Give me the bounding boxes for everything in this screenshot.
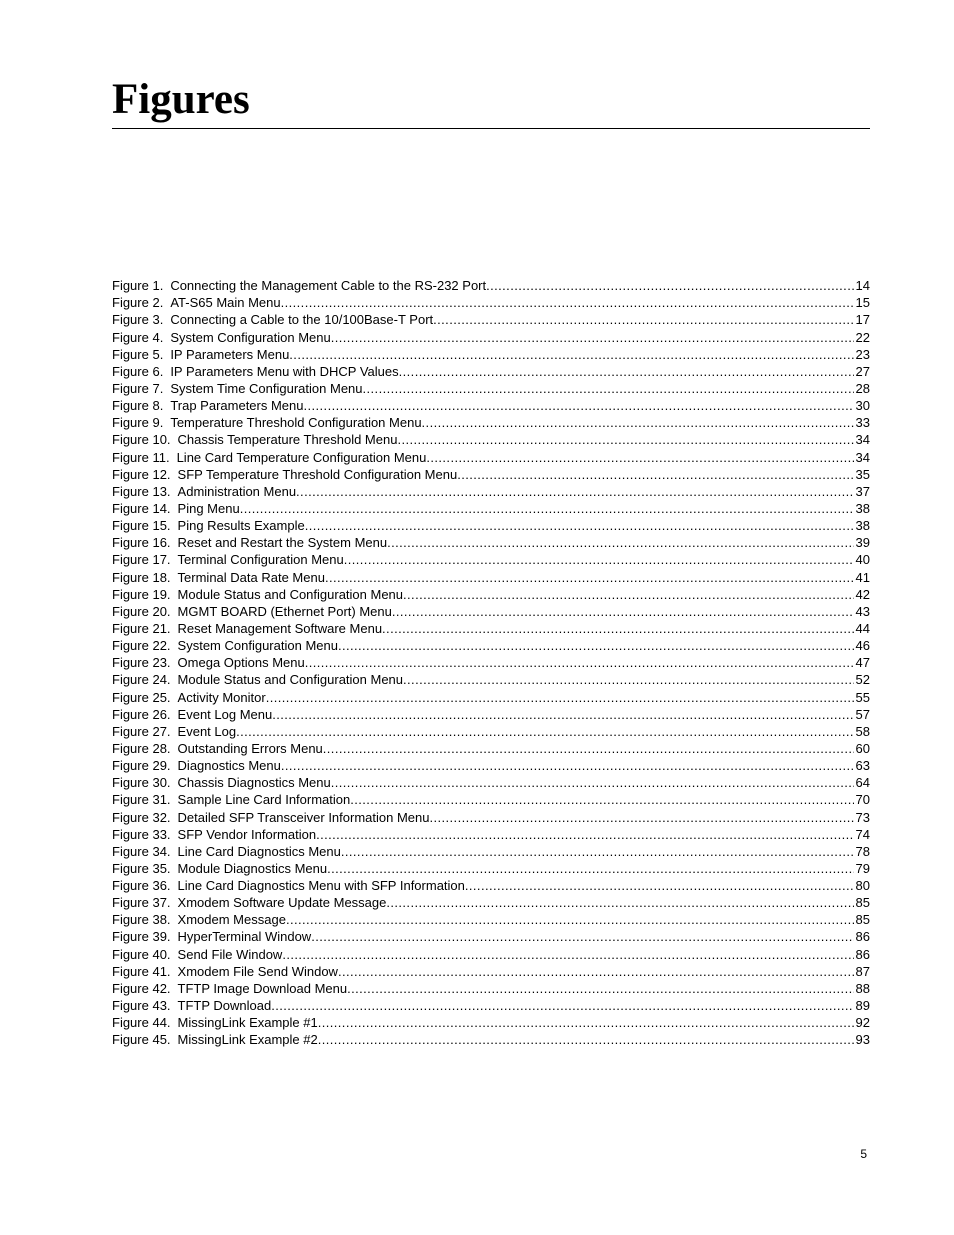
figure-label: Figure 32. — [112, 809, 171, 825]
figure-title: Chassis Temperature Threshold Menu — [177, 432, 398, 448]
figure-title: Activity Monitor — [177, 689, 266, 705]
figure-page-number: 73 — [855, 809, 870, 825]
figure-label: Figure 39. — [112, 929, 171, 945]
figure-title: System Configuration Menu — [170, 329, 331, 345]
figure-page-number: 85 — [855, 912, 870, 928]
figure-page-number: 64 — [855, 775, 870, 791]
figure-title: Line Card Diagnostics Menu with SFP Information — [177, 878, 465, 894]
figure-page-number: 41 — [855, 569, 870, 585]
toc-entry[interactable] — [112, 859, 870, 876]
page-title: Figures — [112, 72, 870, 129]
dot-leader — [281, 758, 854, 773]
toc-entry[interactable] — [112, 705, 870, 722]
figure-label: Figure 3. — [112, 312, 164, 328]
toc-entry[interactable] — [112, 653, 870, 670]
figure-label: Figure 18. — [112, 569, 171, 585]
figure-label: Figure 28. — [112, 740, 171, 756]
dot-leader — [272, 707, 854, 722]
toc-entry[interactable] — [112, 482, 870, 499]
figure-label: Figure 33. — [112, 826, 171, 842]
figure-label: Figure 8. — [112, 398, 164, 414]
figure-page-number: 80 — [855, 878, 870, 894]
dot-leader — [286, 912, 854, 927]
toc-entry[interactable] — [112, 825, 870, 842]
dot-leader — [282, 947, 854, 962]
toc-entry[interactable] — [112, 619, 870, 636]
figure-page-number: 34 — [855, 432, 870, 448]
toc-entry[interactable] — [112, 927, 870, 944]
dot-leader — [316, 827, 854, 842]
figure-label: Figure 15. — [112, 518, 171, 534]
dot-leader — [323, 741, 854, 756]
toc-entry[interactable] — [112, 362, 870, 379]
figure-title: IP Parameters Menu with DHCP Values — [170, 363, 399, 379]
figure-title: TFTP Image Download Menu — [177, 980, 348, 996]
dot-leader — [426, 450, 854, 465]
figure-page-number: 30 — [855, 398, 870, 414]
toc-entry[interactable] — [112, 345, 870, 362]
dot-leader — [311, 929, 854, 944]
figure-title: IP Parameters Menu — [170, 346, 290, 362]
toc-entry[interactable] — [112, 636, 870, 653]
figure-title: Ping Menu — [177, 500, 240, 516]
dot-leader — [318, 1015, 854, 1030]
figures-list — [112, 276, 870, 1047]
figure-title: Event Log — [177, 723, 237, 739]
figure-page-number: 87 — [855, 963, 870, 979]
toc-entry[interactable] — [112, 944, 870, 961]
figure-title: Module Diagnostics Menu — [177, 860, 328, 876]
page-number: 5 — [860, 1147, 867, 1161]
figure-title: Xmodem Software Update Message — [177, 895, 387, 911]
figure-title: Event Log Menu — [177, 706, 273, 722]
figure-label: Figure 2. — [112, 295, 164, 311]
dot-leader — [465, 878, 854, 893]
figure-page-number: 22 — [855, 329, 870, 345]
dot-leader — [281, 295, 854, 310]
dot-leader — [305, 518, 854, 533]
figure-page-number: 52 — [855, 672, 870, 688]
figure-label: Figure 34. — [112, 843, 171, 859]
figure-label: Figure 40. — [112, 946, 171, 962]
figure-page-number: 27 — [855, 363, 870, 379]
figure-title: Administration Menu — [177, 483, 297, 499]
dot-leader — [305, 655, 854, 670]
dot-leader — [331, 330, 854, 345]
toc-entry[interactable] — [112, 790, 870, 807]
figure-label: Figure 45. — [112, 1032, 171, 1048]
figure-page-number: 44 — [855, 620, 870, 636]
figure-label: Figure 44. — [112, 1015, 171, 1031]
figure-label: Figure 4. — [112, 329, 164, 345]
figure-page-number: 43 — [855, 603, 870, 619]
figure-page-number: 23 — [855, 346, 870, 362]
dot-leader — [271, 998, 854, 1013]
figure-page-number: 60 — [855, 740, 870, 756]
toc-entry[interactable] — [112, 876, 870, 893]
figure-label: Figure 16. — [112, 535, 171, 551]
dot-leader — [397, 432, 854, 447]
figure-page-number: 74 — [855, 826, 870, 842]
figure-label: Figure 35. — [112, 860, 171, 876]
toc-entry[interactable] — [112, 1030, 870, 1047]
figure-label: Figure 9. — [112, 415, 164, 431]
figure-title: System Time Configuration Menu — [170, 380, 363, 396]
figure-page-number: 35 — [855, 466, 870, 482]
figure-label: Figure 21. — [112, 620, 171, 636]
figure-label: Figure 37. — [112, 895, 171, 911]
toc-entry[interactable] — [112, 413, 870, 430]
dot-leader — [289, 347, 854, 362]
figure-label: Figure 13. — [112, 483, 171, 499]
figure-label: Figure 19. — [112, 586, 171, 602]
figure-label: Figure 25. — [112, 689, 171, 705]
figure-page-number: 58 — [855, 723, 870, 739]
figure-page-number: 57 — [855, 706, 870, 722]
figure-title: Detailed SFP Transceiver Information Menu — [177, 809, 430, 825]
dot-leader — [403, 587, 854, 602]
toc-entry[interactable] — [112, 979, 870, 996]
figure-title: TFTP Download — [177, 998, 272, 1014]
figure-page-number: 89 — [855, 998, 870, 1014]
figure-label: Figure 1. — [112, 278, 164, 294]
figure-page-number: 85 — [855, 895, 870, 911]
figure-label: Figure 27. — [112, 723, 171, 739]
toc-entry[interactable] — [112, 962, 870, 979]
toc-entry[interactable] — [112, 687, 870, 704]
toc-entry[interactable] — [112, 327, 870, 344]
toc-entry[interactable] — [112, 670, 870, 687]
figure-title: AT-S65 Main Menu — [170, 295, 281, 311]
figure-title: Sample Line Card Information — [177, 792, 351, 808]
figure-label: Figure 17. — [112, 552, 171, 568]
toc-entry[interactable] — [112, 1013, 870, 1030]
dot-leader — [240, 501, 854, 516]
toc-entry[interactable] — [112, 516, 870, 533]
toc-entry[interactable] — [112, 310, 870, 327]
dot-leader — [318, 1032, 854, 1047]
figure-page-number: 70 — [855, 792, 870, 808]
dot-leader — [266, 690, 854, 705]
dot-leader — [363, 381, 854, 396]
toc-entry[interactable] — [112, 585, 870, 602]
dot-leader — [341, 844, 854, 859]
figure-title: MissingLink Example #2 — [177, 1032, 318, 1048]
figure-label: Figure 20. — [112, 603, 171, 619]
toc-entry[interactable] — [112, 756, 870, 773]
dot-leader — [236, 724, 854, 739]
toc-entry[interactable] — [112, 276, 870, 293]
figure-page-number: 86 — [855, 946, 870, 962]
toc-entry[interactable] — [112, 842, 870, 859]
dot-leader — [331, 775, 854, 790]
figure-page-number: 88 — [855, 980, 870, 996]
dot-leader — [338, 638, 854, 653]
figure-page-number: 37 — [855, 483, 870, 499]
figure-page-number: 79 — [855, 860, 870, 876]
figure-title: SFP Vendor Information — [177, 826, 317, 842]
figure-page-number: 55 — [855, 689, 870, 705]
figure-label: Figure 26. — [112, 706, 171, 722]
toc-entry[interactable] — [112, 447, 870, 464]
figure-title: Temperature Threshold Configuration Menu — [170, 415, 422, 431]
figure-label: Figure 12. — [112, 466, 171, 482]
figure-title: Ping Results Example — [177, 518, 305, 534]
dot-leader — [347, 981, 854, 996]
toc-entry[interactable] — [112, 602, 870, 619]
figure-title: Module Status and Configuration Menu — [177, 672, 404, 688]
dot-leader — [403, 672, 854, 687]
dot-leader — [399, 364, 854, 379]
dot-leader — [433, 312, 854, 327]
toc-entry[interactable] — [112, 773, 870, 790]
figure-title: System Configuration Menu — [177, 638, 338, 654]
figure-label: Figure 22. — [112, 638, 171, 654]
figure-page-number: 33 — [855, 415, 870, 431]
toc-entry[interactable] — [112, 807, 870, 824]
toc-entry[interactable] — [112, 293, 870, 310]
toc-entry[interactable] — [112, 739, 870, 756]
figure-label: Figure 14. — [112, 500, 171, 516]
figure-page-number: 47 — [855, 655, 870, 671]
toc-entry[interactable] — [112, 550, 870, 567]
figure-label: Figure 23. — [112, 655, 171, 671]
figure-page-number: 17 — [855, 312, 870, 328]
figure-page-number: 14 — [855, 278, 870, 294]
figure-title: Reset and Restart the System Menu — [177, 535, 388, 551]
toc-entry[interactable] — [112, 465, 870, 482]
figure-label: Figure 38. — [112, 912, 171, 928]
figure-page-number: 39 — [855, 535, 870, 551]
figure-page-number: 42 — [855, 586, 870, 602]
figure-title: Send File Window — [177, 946, 283, 962]
figure-page-number: 78 — [855, 843, 870, 859]
toc-entry[interactable] — [112, 499, 870, 516]
figure-title: Module Status and Configuration Menu — [177, 586, 404, 602]
figure-page-number: 34 — [855, 449, 870, 465]
figure-title: Line Card Temperature Configuration Menu — [176, 449, 427, 465]
dot-leader — [457, 467, 854, 482]
dot-leader — [325, 570, 854, 585]
dot-leader — [422, 415, 854, 430]
figure-page-number: 86 — [855, 929, 870, 945]
figure-title: Outstanding Errors Menu — [177, 740, 323, 756]
dot-leader — [382, 621, 854, 636]
figure-title: Omega Options Menu — [177, 655, 305, 671]
dot-leader — [386, 895, 854, 910]
figure-label: Figure 43. — [112, 998, 171, 1014]
figure-title: Xmodem File Send Window — [177, 963, 338, 979]
figure-page-number: 28 — [855, 380, 870, 396]
figure-label: Figure 7. — [112, 380, 164, 396]
figure-label: Figure 30. — [112, 775, 171, 791]
figure-label: Figure 10. — [112, 432, 171, 448]
toc-entry[interactable] — [112, 996, 870, 1013]
figure-page-number: 38 — [855, 500, 870, 516]
figure-label: Figure 5. — [112, 346, 164, 362]
figure-title: Terminal Data Rate Menu — [177, 569, 325, 585]
figure-title: Chassis Diagnostics Menu — [177, 775, 331, 791]
dot-leader — [387, 535, 854, 550]
figure-label: Figure 31. — [112, 792, 171, 808]
dot-leader — [486, 278, 854, 293]
toc-entry[interactable] — [112, 567, 870, 584]
figure-page-number: 93 — [855, 1032, 870, 1048]
figure-title: Terminal Configuration Menu — [177, 552, 344, 568]
figure-label: Figure 11. — [112, 449, 170, 465]
dot-leader — [344, 552, 854, 567]
figure-title: Diagnostics Menu — [177, 758, 281, 774]
toc-entry[interactable] — [112, 396, 870, 413]
toc-entry[interactable] — [112, 910, 870, 927]
dot-leader — [296, 484, 854, 499]
figure-title: MissingLink Example #1 — [177, 1015, 318, 1031]
figure-title: Reset Management Software Menu — [177, 620, 383, 636]
figure-label: Figure 24. — [112, 672, 171, 688]
figure-title: Connecting the Management Cable to the RS-232 Port — [170, 278, 487, 294]
figure-page-number: 92 — [855, 1015, 870, 1031]
figure-label: Figure 29. — [112, 758, 171, 774]
dot-leader — [392, 604, 854, 619]
figure-label: Figure 36. — [112, 878, 171, 894]
figure-title: MGMT BOARD (Ethernet Port) Menu — [177, 603, 392, 619]
figure-page-number: 38 — [855, 518, 870, 534]
figure-page-number: 46 — [855, 638, 870, 654]
toc-entry[interactable] — [112, 722, 870, 739]
dot-leader — [350, 792, 854, 807]
figure-label: Figure 41. — [112, 963, 171, 979]
dot-leader — [327, 861, 854, 876]
figure-page-number: 40 — [855, 552, 870, 568]
toc-entry[interactable] — [112, 533, 870, 550]
figure-page-number: 63 — [855, 758, 870, 774]
figure-title: SFP Temperature Threshold Configuration Menu — [177, 466, 458, 482]
figure-title: Trap Parameters Menu — [170, 398, 304, 414]
figure-title: Line Card Diagnostics Menu — [177, 843, 341, 859]
dot-leader — [338, 964, 854, 979]
dot-leader — [429, 810, 854, 825]
figure-page-number: 15 — [855, 295, 870, 311]
dot-leader — [304, 398, 855, 413]
figure-title: Xmodem Message — [177, 912, 286, 928]
figure-label: Figure 42. — [112, 980, 171, 996]
figure-title: HyperTerminal Window — [177, 929, 312, 945]
toc-entry[interactable] — [112, 379, 870, 396]
figure-title: Connecting a Cable to the 10/100Base-T Port — [170, 312, 434, 328]
figure-label: Figure 6. — [112, 363, 164, 379]
toc-entry[interactable] — [112, 430, 870, 447]
toc-entry[interactable] — [112, 893, 870, 910]
